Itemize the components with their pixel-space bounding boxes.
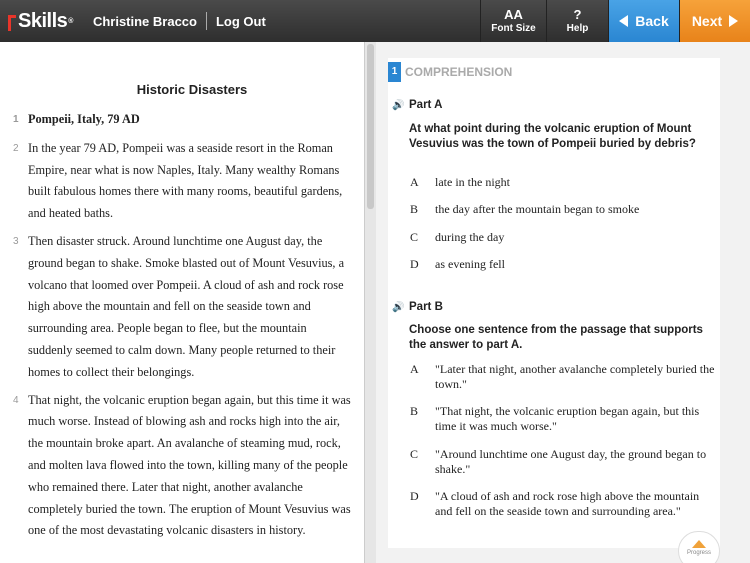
progress-label: Progress — [686, 550, 711, 556]
answer-option[interactable] — [410, 404, 715, 434]
answer-option[interactable] — [410, 362, 715, 392]
help-icon: ? — [573, 7, 582, 22]
font-size-icon: AA — [504, 7, 523, 22]
option-letter: D — [410, 257, 419, 271]
back-label: Back — [635, 13, 669, 29]
logo-mark-icon — [8, 15, 16, 31]
paragraph-number: 4 — [13, 394, 19, 406]
divider — [206, 12, 207, 30]
back-arrow-icon — [619, 15, 628, 27]
part-b-label: 🔊 Part B — [392, 301, 443, 313]
paragraph-text: Then disaster struck. Around lunchtime one August day, the ground began to shake. Smoke blasted out of Mount Vesuvius, a volcano that loomed over Pompeii. A cloud of ash and rock rose high above the mountain and fell on the seaside town and surrounding area. People began to flee, but the mountain suddenly seemed to calm down. Many people returned to their homes to collect their belongings. — [28, 233, 345, 379]
passage-title: Historic Disasters — [136, 82, 248, 97]
passage-paragraph — [0, 109, 364, 131]
question-pane — [388, 58, 720, 548]
logo-text: Skills — [18, 9, 68, 32]
speaker-icon[interactable]: 🔊 — [392, 301, 405, 313]
help-button[interactable] — [546, 0, 608, 42]
option-letter: D — [410, 489, 419, 503]
answer-option[interactable] — [410, 175, 715, 190]
passage-pane — [0, 42, 364, 563]
option-letter: A — [410, 362, 419, 376]
answer-option[interactable] — [410, 489, 715, 519]
answer-option[interactable] — [410, 230, 715, 245]
option-text: during the day — [435, 230, 505, 244]
font-size-button[interactable] — [480, 0, 546, 42]
option-text: "Around lunchtime one August day, the ground began to shake." — [435, 447, 707, 476]
paragraph-number: 2 — [13, 142, 19, 154]
question-number: 1 — [388, 62, 401, 82]
option-letter: C — [410, 447, 419, 461]
option-text: as evening fell — [435, 257, 505, 271]
passage-paragraph — [0, 138, 364, 225]
paragraph-text: Pompeii, Italy, 79 AD — [28, 112, 140, 126]
back-button[interactable] — [608, 0, 679, 42]
progress-button[interactable] — [678, 531, 720, 563]
answer-option[interactable] — [410, 257, 715, 272]
help-label: Help — [566, 23, 589, 34]
option-letter: A — [410, 175, 419, 189]
option-text: the day after the mountain began to smoke — [435, 202, 640, 216]
next-button[interactable] — [679, 0, 750, 42]
part-b-prompt: Choose one sentence from the passage that supports the answer to part A. — [409, 324, 703, 351]
option-text: "A cloud of ash and rock rose high above the mountain and fell on the seaside town and surrounding area." — [435, 489, 700, 518]
next-label: Next — [691, 13, 723, 29]
font-size-label: Font Size — [491, 23, 536, 34]
paragraph-number: 1 — [13, 114, 19, 125]
option-text: "Later that night, another avalanche completely buried the town." — [435, 362, 715, 391]
option-letter: C — [410, 230, 419, 244]
option-text: late in the night — [435, 175, 510, 189]
paragraph-text: That night, the volcanic eruption began again, but this time it was much worse. Instead of blowing ash and rocks high into the air, the mountain broke apart. An avalanche of steaming mud, rock, and molten lava flowed into the town, killing many of the people who remained there. Later that night, another avalanche completely buried the town. The eruption of Mount Vesuvius was one of the most devastating volcanic disasters in history. — [28, 392, 351, 538]
logout-link[interactable]: Log Out — [215, 13, 266, 29]
passage-paragraph — [0, 390, 364, 543]
question-heading: COMPREHENSION — [405, 65, 513, 79]
option-text: "That night, the volcanic eruption began again, but this time it was much worse." — [435, 404, 700, 433]
answer-option[interactable] — [410, 447, 715, 477]
paragraph-text: In the year 79 AD, Pompeii was a seaside resort in the Roman Empire, near what is now Naples, Italy. Many wealthy Romans built fabulous homes there with many rooms, beautiful gardens, and heated baths. — [28, 140, 343, 221]
part-a-label: 🔊 Part A — [392, 99, 443, 111]
option-letter: B — [410, 202, 419, 216]
passage-scrollbar[interactable] — [364, 42, 376, 563]
user-name: Christine Bracco — [92, 13, 197, 29]
option-letter: B — [410, 404, 419, 418]
paragraph-number: 3 — [13, 235, 19, 247]
speaker-icon[interactable]: 🔊 — [392, 99, 405, 111]
passage-paragraph — [0, 231, 364, 384]
part-a-prompt: At what point during the volcanic eruption of Mount Vesuvius was the town of Pompeii buried by debris? — [409, 123, 696, 150]
scrollbar-thumb[interactable] — [367, 44, 374, 209]
app-logo: Skills ® — [8, 10, 73, 33]
progress-arrow-icon — [692, 540, 706, 548]
next-arrow-icon — [729, 15, 738, 27]
answer-option[interactable] — [410, 202, 715, 217]
